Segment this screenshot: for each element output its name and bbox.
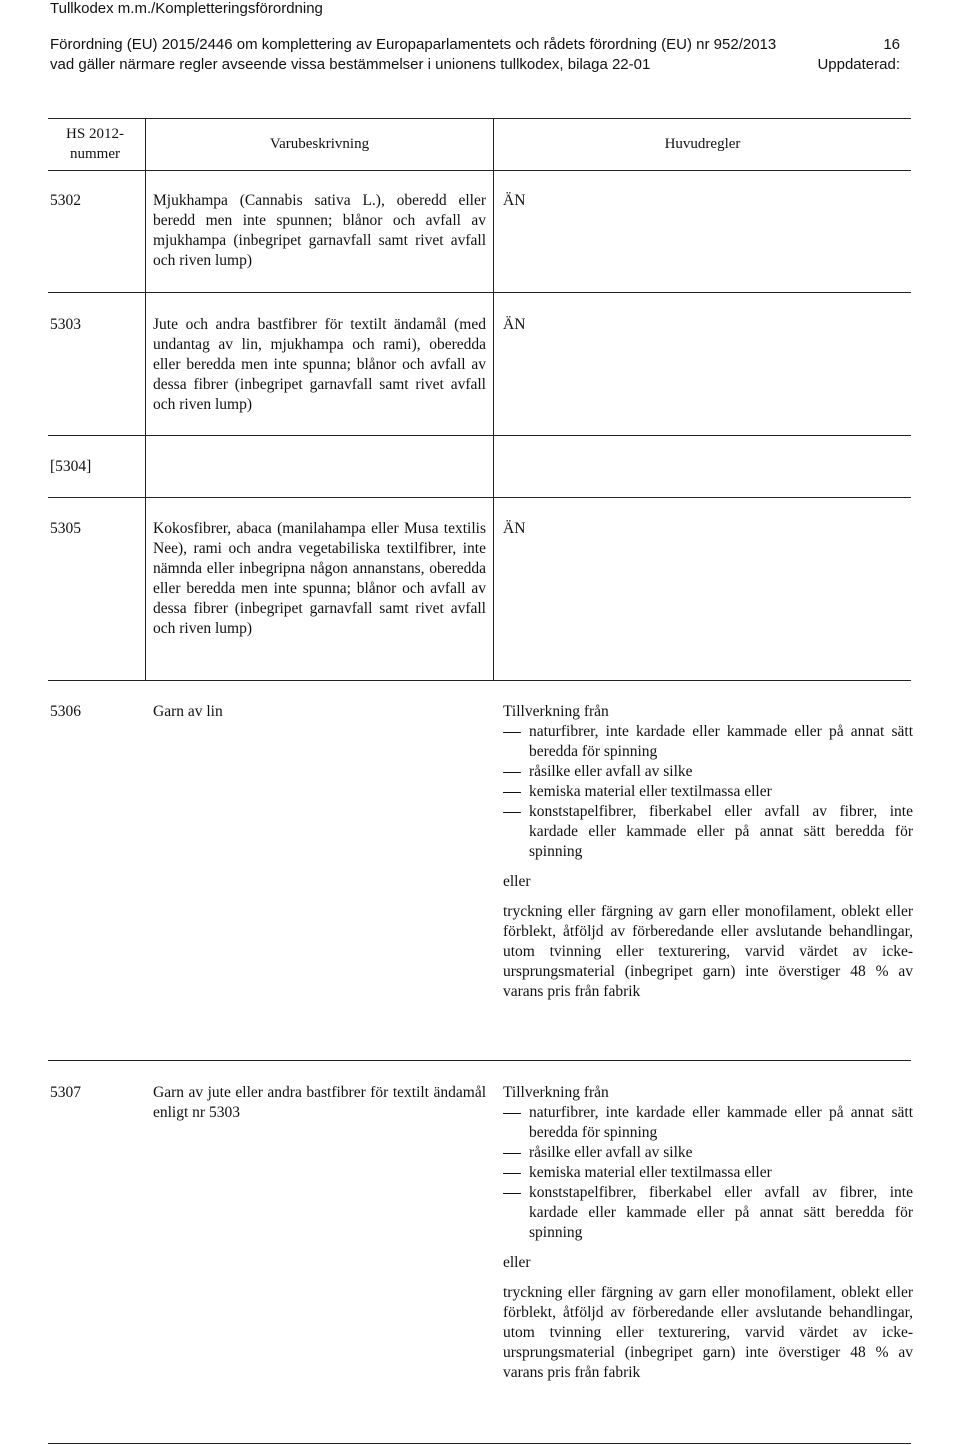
regulation-title-line-2: vad gäller närmare regler avseende vissa bestämmelser i unionens tullkodex, bilaga 22-01 xyxy=(50,56,651,73)
rule-item xyxy=(503,762,913,782)
column-header-hs xyxy=(50,124,140,164)
product-description: Kokosfibrer, abaca (manilahampa eller Musa textilis Nee), rami och andra vegetabiliska textilfibrer, inte nämnda eller inbegripna någon annanstans, oberedda eller beredda men inte spunna; blånor och avfall av dessa fibrer (inbegripet garnavfall samt rivet avfall och riven lump) xyxy=(153,520,486,637)
row-divider xyxy=(48,680,911,681)
origin-rule xyxy=(503,702,913,1002)
rule-or: eller xyxy=(503,873,531,890)
dash-icon xyxy=(503,812,521,813)
page-number: 16 xyxy=(883,36,900,53)
column-header-hs-line2: nummer xyxy=(70,146,120,162)
origin-rule: ÄN xyxy=(503,316,526,333)
table-bottom-rule xyxy=(48,1443,911,1444)
rule-item xyxy=(503,1163,913,1183)
row-divider xyxy=(48,1060,911,1061)
rule-item xyxy=(503,1103,913,1143)
rule-item-text: kemiska material eller textilmassa eller xyxy=(529,783,772,800)
dash-icon xyxy=(503,732,521,733)
column-header-hs-line1: HS 2012- xyxy=(66,126,124,142)
hs-code: [5304] xyxy=(50,458,92,475)
dash-icon xyxy=(503,792,521,793)
document-title: Tullkodex m.m./Kompletteringsförordning xyxy=(50,0,323,17)
column-header-rules: Huvudregler xyxy=(664,136,741,152)
rule-item-text: konststapelfibrer, fiberkabel eller avfall av fibrer, inte kardade eller kammade eller på annat sätt beredda för spinning xyxy=(529,803,913,860)
rule-item-text: konststapelfibrer, fiberkabel eller avfall av fibrer, inte kardade eller kammade eller på annat sätt beredda för spinning xyxy=(529,1184,913,1241)
product-description: Garn av jute eller andra bastfibrer för textilt ändamål enligt nr 5303 xyxy=(153,1084,486,1121)
row-divider xyxy=(48,292,911,293)
product-description: Jute och andra bastfibrer för textilt ändamål (med undantag av lin, mjukhampa och rami), oberedda eller beredda men inte spunna; blånor och avfall av dessa fibrer (inbegripet garnavfall samt rivet avfall och riven lump) xyxy=(153,316,486,413)
rule-intro: Tillverkning från xyxy=(503,1084,609,1101)
hs-code: 5307 xyxy=(50,1084,81,1101)
rule-item-text: råsilke eller avfall av silke xyxy=(529,763,693,780)
dash-icon xyxy=(503,772,521,773)
product-description: Garn av lin xyxy=(153,703,223,720)
dash-icon xyxy=(503,1173,521,1174)
hs-code: 5302 xyxy=(50,192,81,209)
header-bottom-rule xyxy=(48,170,911,171)
rule-item xyxy=(503,782,913,802)
dash-icon xyxy=(503,1193,521,1194)
origin-rule: ÄN xyxy=(503,192,526,209)
origin-rule xyxy=(503,1083,913,1383)
regulation-title-line-1: Förordning (EU) 2015/2446 om komplettering av Europaparlamentets och rådets förordning (EU) nr 952/2013 xyxy=(50,36,777,53)
rule-alternative: tryckning eller färgning av garn eller monofilament, oblekt eller förblekt, åtföljd av förberedande eller avslutande behandlingar, utom tvinning eller texturering, varvid värdet av icke-ursprungsmaterial (inbegripet garn) inte överstiger 48 % av varans pris från fabrik xyxy=(503,1284,913,1381)
hs-code: 5306 xyxy=(50,703,81,720)
row-divider xyxy=(48,435,911,436)
updated-label: Uppdaterad: xyxy=(817,56,900,73)
dash-icon xyxy=(503,1153,521,1154)
column-header-description: Varubeskrivning xyxy=(269,136,370,152)
rule-item xyxy=(503,802,913,862)
column-divider xyxy=(493,170,494,680)
rule-item-text: naturfibrer, inte kardade eller kammade eller på annat sätt beredda för spinning xyxy=(529,723,913,760)
rule-item-text: råsilke eller avfall av silke xyxy=(529,1144,693,1161)
hs-code: 5305 xyxy=(50,520,81,537)
dash-icon xyxy=(503,1113,521,1114)
origin-rule: ÄN xyxy=(503,520,526,537)
rule-intro: Tillverkning från xyxy=(503,703,609,720)
rule-item xyxy=(503,722,913,762)
rule-item xyxy=(503,1143,913,1163)
table-top-rule xyxy=(48,118,911,119)
hs-code: 5303 xyxy=(50,316,81,333)
rule-item-text: naturfibrer, inte kardade eller kammade eller på annat sätt beredda för spinning xyxy=(529,1104,913,1141)
product-description: Mjukhampa (Cannabis sativa L.), oberedd eller beredd men inte spunnen; blånor och avfall av mjukhampa (inbegripet garnavfall samt rivet avfall och riven lump) xyxy=(153,192,486,269)
rule-item-text: kemiska material eller textilmassa eller xyxy=(529,1164,772,1181)
row-divider xyxy=(48,497,911,498)
rule-or: eller xyxy=(503,1254,531,1271)
rule-item xyxy=(503,1183,913,1243)
rule-alternative: tryckning eller färgning av garn eller monofilament, oblekt eller förblekt, åtföljd av förberedande eller avslutande behandlingar, utom tvinning eller texturering, varvid värdet av icke-ursprungsmaterial (inbegripet garn) inte överstiger 48 % av varans pris från fabrik xyxy=(503,903,913,1000)
column-divider xyxy=(145,170,146,680)
